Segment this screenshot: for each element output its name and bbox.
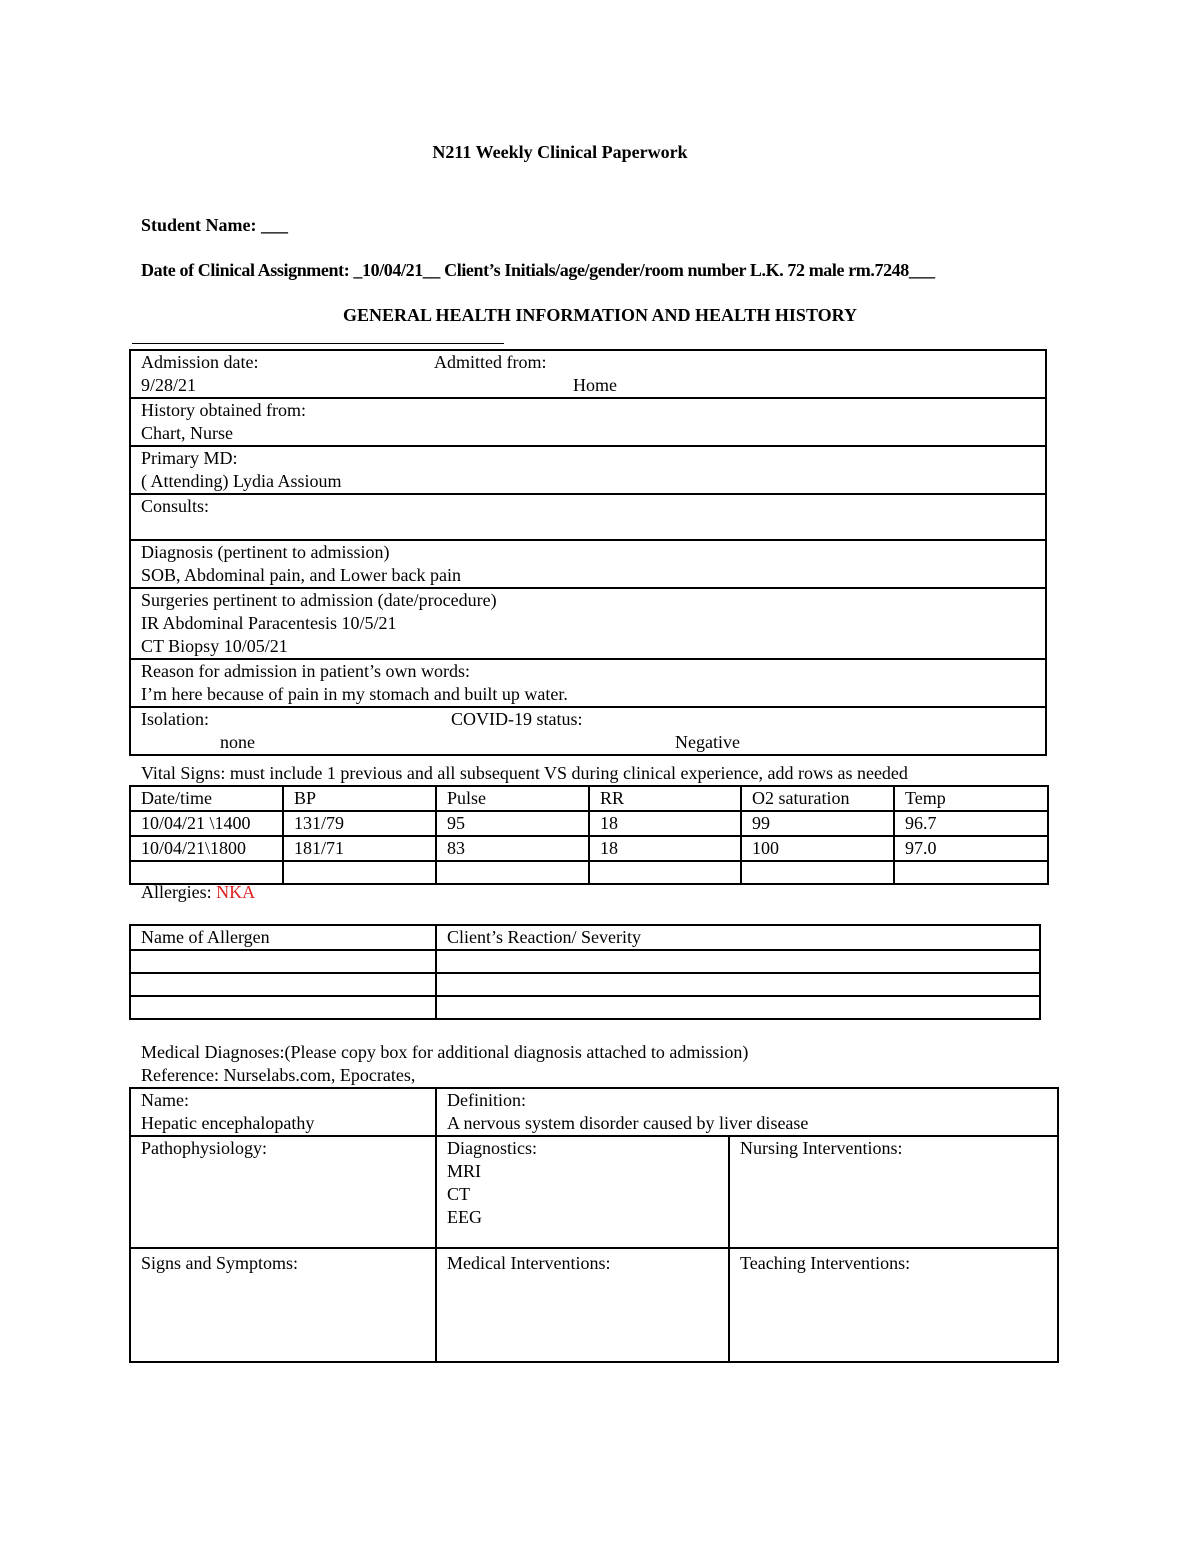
- table-row-empty: [130, 996, 1040, 1019]
- allergen-cell-empty[interactable]: [130, 973, 436, 996]
- allergies-line: [141, 881, 255, 904]
- dx-nursing-cell: [729, 1136, 1058, 1248]
- surgery-2: CT Biopsy 10/05/21: [141, 636, 288, 656]
- client-info-value: L.K. 72 male rm.7248___: [749, 260, 935, 280]
- dx-definition-cell: [436, 1088, 1058, 1136]
- student-name-blank: ___: [261, 215, 288, 235]
- primary-md-value: ( Attending) Lydia Assioum: [141, 471, 342, 491]
- allergen-cell-empty[interactable]: [130, 996, 436, 1019]
- dx-teaching-cell: [729, 1248, 1058, 1362]
- assignment-date-label: Date of Clinical Assignment:: [141, 260, 350, 280]
- consults-cell: [130, 494, 1046, 540]
- vitals-cell-empty[interactable]: [894, 861, 1048, 884]
- dx-definition-label: Definition:: [447, 1090, 526, 1110]
- vitals-header-bp: BP: [283, 786, 436, 811]
- isolation-cell: [130, 707, 1046, 755]
- diagnosis-label: Diagnosis (pertinent to admission): [141, 542, 390, 562]
- dx-signs-cell: [130, 1248, 436, 1362]
- vitals-cell-empty[interactable]: [589, 861, 741, 884]
- allergen-cell-empty[interactable]: [436, 996, 1040, 1019]
- admission-cell: [130, 350, 1046, 398]
- dx-nursing-label: Nursing Interventions:: [740, 1138, 903, 1158]
- vitals-cell: 100: [741, 836, 894, 861]
- vitals-header-o2: O2 saturation: [741, 786, 894, 811]
- vitals-header-temp: Temp: [894, 786, 1048, 811]
- surgery-1: IR Abdominal Paracentesis 10/5/21: [141, 613, 397, 633]
- allergen-table: [129, 924, 1041, 1020]
- dx-diagnostic-item: EEG: [447, 1207, 482, 1227]
- history-value: Chart, Nurse: [141, 423, 233, 443]
- primary-md-label: Primary MD:: [141, 448, 238, 468]
- page-title: N211 Weekly Clinical Paperwork: [432, 142, 688, 162]
- allergies-value: NKA: [216, 882, 256, 902]
- section-title: GENERAL HEALTH INFORMATION AND HEALTH HISTORY: [343, 305, 857, 325]
- vitals-cell: 10/04/21 \1400: [130, 811, 283, 836]
- allergen-header-reaction: Client’s Reaction/ Severity: [436, 925, 1040, 950]
- primary-md-cell: [130, 446, 1046, 494]
- history-label: History obtained from:: [141, 400, 306, 420]
- vitals-header-pulse: Pulse: [436, 786, 589, 811]
- medical-dx-reference: Reference: Nurselabs.com, Epocrates,: [141, 1065, 416, 1085]
- vitals-intro: Vital Signs: must include 1 previous and all subsequent VS during clinical experience, add rows as needed: [141, 763, 908, 783]
- surgeries-label: Surgeries pertinent to admission (date/procedure): [141, 590, 497, 610]
- dx-diagnostic-item: CT: [447, 1184, 471, 1204]
- admission-date-label: Admission date:: [141, 352, 259, 372]
- assignment-line: [141, 260, 935, 281]
- diagnosis-cell: [130, 540, 1046, 588]
- table-row: [130, 811, 1048, 836]
- vitals-cell: 131/79: [283, 811, 436, 836]
- general-health-table: [129, 349, 1047, 756]
- section-underline: [132, 343, 504, 344]
- allergen-cell-empty[interactable]: [436, 950, 1040, 973]
- table-row-empty: [130, 973, 1040, 996]
- covid-value: Negative: [675, 732, 740, 752]
- dx-name-label: Name:: [141, 1090, 189, 1110]
- admitted-from-value: Home: [573, 375, 617, 395]
- admission-date-value: 9/28/21: [141, 375, 197, 395]
- dx-diagnostic-item: MRI: [447, 1161, 482, 1181]
- allergen-header-name: Name of Allergen: [130, 925, 436, 950]
- dx-diagnostics-cell: [436, 1136, 729, 1248]
- vitals-cell: 99: [741, 811, 894, 836]
- vitals-cell: 95: [436, 811, 589, 836]
- allergen-cell-empty[interactable]: [436, 973, 1040, 996]
- dx-medical-int-cell: [436, 1248, 729, 1362]
- vitals-cell: 18: [589, 811, 741, 836]
- table-row: [130, 836, 1048, 861]
- dx-definition-value: A nervous system disorder caused by liver disease: [447, 1113, 809, 1133]
- dx-name-value: Hepatic encephalopathy: [141, 1113, 315, 1133]
- vitals-cell-empty[interactable]: [436, 861, 589, 884]
- consults-label: Consults:: [141, 496, 210, 516]
- table-row-empty: [130, 950, 1040, 973]
- dx-patho-cell: [130, 1136, 436, 1248]
- medical-dx-intro: Medical Diagnoses:(Please copy box for additional diagnosis attached to admission): [141, 1042, 749, 1062]
- vitals-cell: 18: [589, 836, 741, 861]
- medical-dx-table: [129, 1087, 1059, 1363]
- student-name-line: [141, 215, 288, 236]
- vitals-cell: 96.7: [894, 811, 1048, 836]
- vitals-cell: 10/04/21\1800: [130, 836, 283, 861]
- dx-patho-label: Pathophysiology:: [141, 1138, 268, 1158]
- table-row-empty: [130, 861, 1048, 884]
- vitals-table: [129, 785, 1049, 885]
- vitals-cell: 83: [436, 836, 589, 861]
- diagnosis-value: SOB, Abdominal pain, and Lower back pain: [141, 565, 461, 585]
- reason-label: Reason for admission in patient’s own words:: [141, 661, 470, 681]
- vitals-cell: 181/71: [283, 836, 436, 861]
- vitals-header-datetime: Date/time: [130, 786, 283, 811]
- surgeries-cell: [130, 588, 1046, 659]
- dx-name-cell: [130, 1088, 436, 1136]
- assignment-date-value: _10/04/21__: [353, 260, 441, 280]
- history-cell: [130, 398, 1046, 446]
- student-name-label: Student Name:: [141, 215, 257, 235]
- vitals-cell: 97.0: [894, 836, 1048, 861]
- admitted-from-label: Admitted from:: [434, 352, 547, 372]
- reason-cell: [130, 659, 1046, 707]
- vitals-cell-empty[interactable]: [283, 861, 436, 884]
- dx-diagnostics-label: Diagnostics:: [447, 1138, 537, 1158]
- allergen-cell-empty[interactable]: [130, 950, 436, 973]
- client-info-label: Client’s Initials/age/gender/room number: [444, 260, 746, 280]
- vitals-header-rr: RR: [589, 786, 741, 811]
- vitals-cell-empty[interactable]: [741, 861, 894, 884]
- covid-label: COVID-19 status:: [451, 709, 583, 729]
- allergies-label: Allergies:: [141, 882, 212, 902]
- isolation-value: none: [220, 732, 255, 752]
- dx-teaching-label: Teaching Interventions:: [740, 1253, 911, 1273]
- reason-value: I’m here because of pain in my stomach and built up water.: [141, 684, 568, 704]
- isolation-label: Isolation:: [141, 709, 209, 729]
- dx-signs-label: Signs and Symptoms:: [141, 1253, 299, 1273]
- dx-medical-int-label: Medical Interventions:: [447, 1253, 611, 1273]
